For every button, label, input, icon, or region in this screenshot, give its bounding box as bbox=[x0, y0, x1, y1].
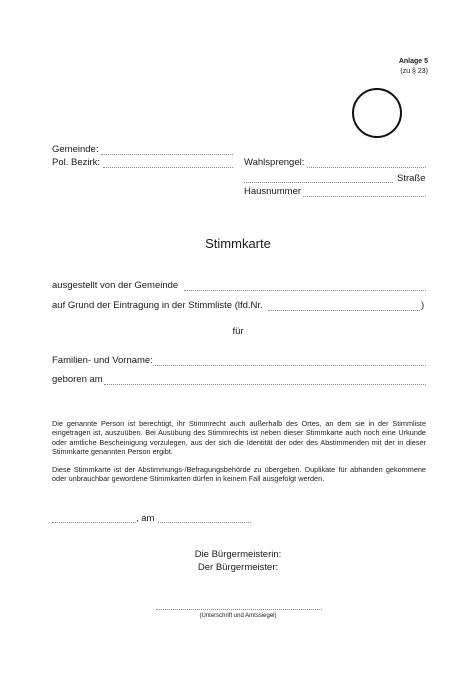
gemeinde-label: Gemeinde: bbox=[52, 144, 99, 155]
annex-reference: (zu § 23) bbox=[400, 68, 428, 75]
signature-line-male: Der Bürgermeister: bbox=[197, 562, 279, 573]
issued-by-label: ausgestellt von der Gemeinde bbox=[52, 280, 179, 291]
born-label: geboren am bbox=[52, 374, 103, 385]
paragraph-rights: Die genannte Person ist berechtigt, ihr Stimmrecht auch außerhalb des Ortes, an dem sie in der Stimmliste eingetragen ist, auszuüben. Bei Ausübung des Stimmrechts ist neben dieser Stimmkarte auch noch eine Urkunde oder amtliche Bescheinigung vorzulegen, aus der sich die Identität der oder des Abstimmenden mit der in dieser Stimmkarte genannten Person ergibt. bbox=[52, 419, 426, 456]
registration-field[interactable] bbox=[268, 310, 420, 311]
bezirk-label: Pol. Bezirk: bbox=[52, 157, 101, 168]
date-am-label: , am bbox=[136, 513, 155, 524]
signature-line-female: Die Bürgermeisterin: bbox=[194, 549, 282, 560]
hausnummer-field[interactable] bbox=[303, 196, 426, 197]
fuer-label: für bbox=[232, 326, 244, 337]
registration-label: auf Grund der Eintragung in der Stimmliste (lfd.Nr. bbox=[52, 300, 263, 311]
strasse-field[interactable] bbox=[244, 182, 393, 183]
name-field[interactable] bbox=[153, 365, 426, 366]
bezirk-field[interactable] bbox=[103, 167, 233, 168]
place-field[interactable] bbox=[52, 522, 136, 523]
wahlsprengel-label: Wahlsprengel: bbox=[244, 157, 305, 168]
born-field[interactable] bbox=[104, 384, 426, 385]
signature-caption: (Unterschrift und Amtssiegel) bbox=[199, 613, 277, 619]
seal-circle bbox=[352, 88, 402, 138]
page-title: Stimmkarte bbox=[205, 236, 271, 251]
signature-field[interactable] bbox=[156, 609, 322, 610]
name-label: Familien- und Vorname: bbox=[52, 355, 153, 366]
paragraph-submission: Diese Stimmkarte ist der Abstimmungs-/Befragungsbehörde zu übergeben. Duplikate für abhanden gekommene oder unbrauchbar gewordene Stimmkarten dürfen in keinem Fall ausgefolgt werden. bbox=[52, 465, 426, 484]
wahlsprengel-field[interactable] bbox=[307, 167, 426, 168]
hausnummer-label: Hausnummer bbox=[244, 186, 302, 197]
annex-label: Anlage 5 bbox=[398, 58, 428, 65]
gemeinde-field[interactable] bbox=[101, 154, 233, 155]
strasse-label: Straße bbox=[397, 173, 426, 184]
issued-by-field[interactable] bbox=[184, 290, 426, 291]
registration-close: ) bbox=[421, 300, 425, 311]
date-field[interactable] bbox=[158, 522, 251, 523]
